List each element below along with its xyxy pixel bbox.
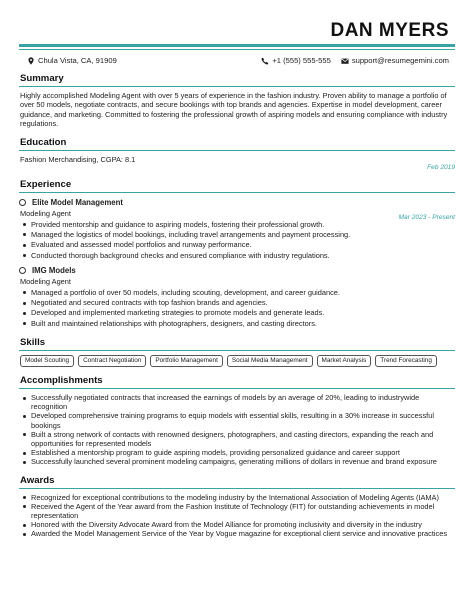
awards-list: [23, 493, 455, 539]
job-date: Mar 2023 - Present: [398, 213, 455, 221]
section-title: Summary: [20, 73, 64, 84]
email-item[interactable]: [341, 56, 449, 65]
list-item: Developed comprehensive training programs to equip models with essential skills, resulting in a 30% increase in successful bookings: [23, 411, 455, 429]
skill-tag: Social Media Management: [227, 355, 313, 367]
section-title: Education: [20, 136, 67, 148]
job-header: [19, 198, 455, 207]
section-rule: [19, 488, 455, 489]
section-rule: [19, 350, 455, 351]
section-rule: [19, 150, 455, 151]
job-company: Elite Model Management: [32, 197, 123, 207]
skill-tag: Portfolio Management: [150, 355, 223, 367]
skill-tag: Model Scouting: [20, 355, 74, 367]
skills-section: [19, 337, 455, 367]
section-title: Accomplishments: [20, 375, 103, 386]
job-entry: [19, 198, 455, 261]
email-text[interactable]: support@resumegemini.com: [351, 56, 449, 65]
job-role: Modeling Agent: [20, 276, 71, 286]
job-header: [19, 266, 455, 275]
section-rule: [19, 388, 455, 389]
list-item: Evaluated and assessed model portfolios and runway performance.: [23, 240, 455, 250]
section-rule: [19, 192, 455, 193]
list-item: Recognized for exceptional contributions to the modeling industry by the International Association of Modeling Agents (IAMA): [23, 493, 455, 502]
job-bullets: [23, 288, 455, 329]
job-company: IMG Models: [32, 265, 76, 275]
list-item: Awarded the Model Management Service of the Year by Vogue magazine for exceptional client service and innovative practices: [23, 529, 455, 538]
list-item: Conducted thorough background checks and ensured compliance with industry regulations.: [23, 251, 455, 261]
education-degree: Fashion Merchandising, CGPA: 8.1: [20, 154, 136, 164]
phone-text: +1 (555) 555-555: [272, 56, 331, 65]
job-bullets: [23, 220, 455, 261]
header-rule-thin: [19, 49, 455, 50]
skill-tag: Trend Forecasting: [375, 355, 437, 367]
location-pin-icon: [27, 57, 35, 65]
header-rule: [19, 44, 455, 47]
list-item: Negotiated and secured contracts with top fashion brands and agencies.: [23, 298, 455, 308]
section-rule: [19, 86, 455, 87]
awards-section: [19, 475, 455, 539]
experience-section: [19, 179, 455, 329]
skills-list: [20, 355, 455, 367]
timeline-circle-icon: [19, 199, 26, 206]
phone-item: [261, 56, 330, 65]
education-section: [19, 137, 455, 171]
skill-tag: Market Analysis: [317, 355, 372, 367]
list-item: Received the Agent of the Year award from the Fashion Institute of Technology (FIT) for outstanding achievements in model representation: [23, 502, 455, 520]
candidate-name: DAN MYERS: [330, 20, 449, 41]
section-title: Skills: [20, 337, 46, 348]
accomplishments-section: [19, 375, 455, 467]
list-item: Successfully launched several prominent modeling campaigns, generating millions of dollars in revenue and brand exposure: [23, 457, 455, 466]
location-item: [27, 56, 117, 65]
list-item: Managed a portfolio of over 50 models, including scouting, development, and career guidance.: [23, 288, 455, 298]
skill-tag: Contract Negotiation: [78, 355, 146, 367]
list-item: Provided mentorship and guidance to aspiring models, fostering their professional growth.: [23, 220, 455, 230]
contact-bar: [19, 56, 455, 65]
list-item: Successfully negotiated contracts that increased the earnings of models by an average of 20%, leading to industrywide recognition: [23, 393, 455, 411]
summary-text: Highly accomplished Modeling Agent with over 5 years of experience in the fashion industry. Proven ability to manage a portfolio of over 50 models, negotiate contracts, and secure bookings with top brands and agencies. Expertise in model development, career guidance, and marketing. Committed to fostering the professional growth of aspiring models and ensuring compliance with industry regulations.: [20, 91, 448, 129]
list-item: Built and maintained relationships with photographers, designers, and casting directors.: [23, 319, 455, 329]
accomplishments-list: [23, 393, 455, 467]
list-item: Established a mentorship program to guide aspiring models, providing personalized guidance and career support: [23, 448, 455, 457]
job-role: Modeling Agent: [20, 208, 71, 218]
section-title: Experience: [20, 178, 72, 190]
envelope-icon: [341, 57, 349, 65]
list-item: Developed and implemented marketing strategies to promote models and generate leads.: [23, 308, 455, 318]
list-item: Honored with the Diversity Advocate Award from the Model Alliance for promoting inclusivity and diversity in the industry: [23, 520, 455, 529]
location-text: Chula Vista, CA, 91909: [38, 56, 117, 65]
list-item: Managed the logistics of model bookings, including travel arrangements and payment processing.: [23, 230, 455, 240]
section-title: Awards: [20, 474, 55, 486]
summary-section: [19, 73, 455, 129]
timeline-circle-icon: [19, 267, 26, 274]
list-item: Built a strong network of contacts with renowned designers, photographers, and casting directors, expanding the reach and opportunities for represented models: [23, 430, 455, 448]
job-entry: [19, 266, 455, 329]
education-date: Feb 2019: [427, 163, 455, 171]
phone-icon: [261, 57, 269, 65]
